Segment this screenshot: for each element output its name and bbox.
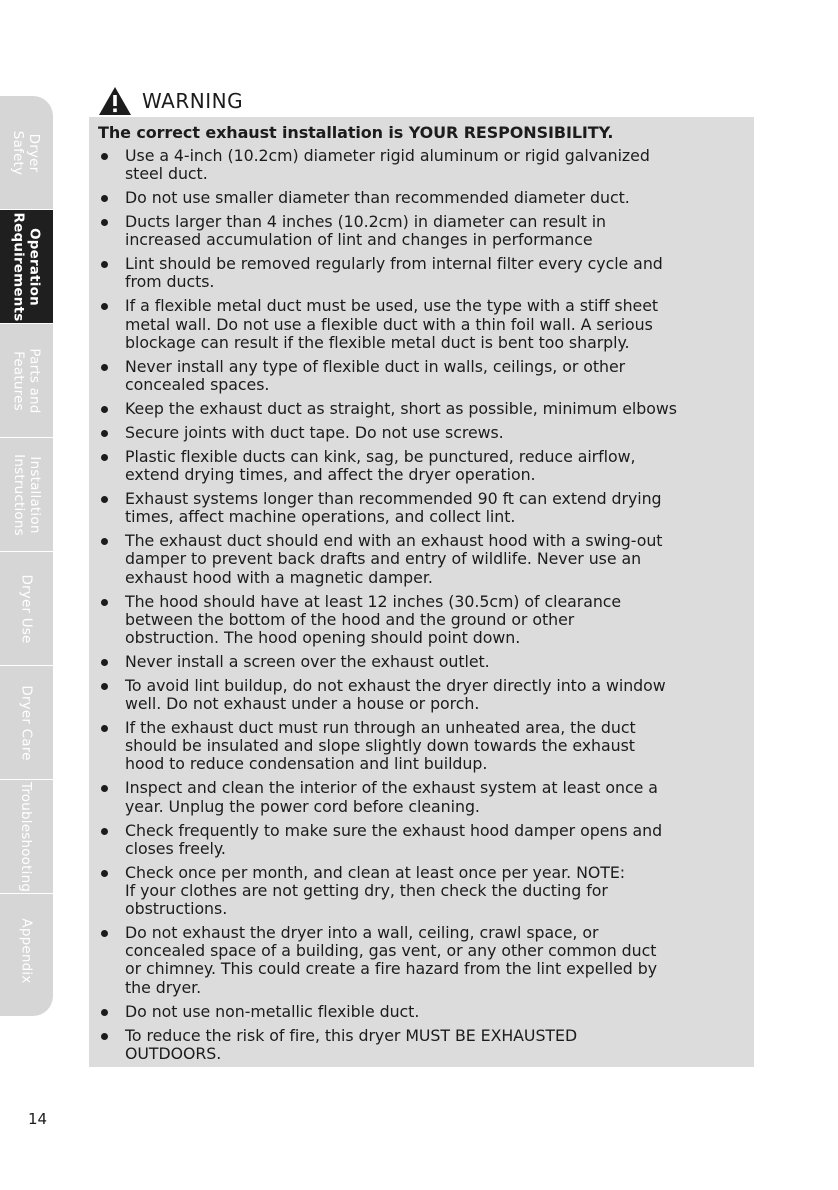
list-item — [99, 822, 747, 858]
tab-parts-and-features[interactable] — [0, 324, 53, 438]
tab-dryer-safety[interactable] — [0, 96, 53, 210]
list-item — [99, 358, 747, 394]
tab-installation-instructions[interactable] — [0, 438, 53, 552]
tab-label: Operation Requirements — [10, 212, 43, 321]
bullet-icon — [101, 261, 108, 268]
list-item — [99, 779, 747, 815]
bullet-icon — [101, 659, 108, 666]
list-item-text: Lint should be removed regularly from internal filter every cycle and from ducts. — [125, 254, 663, 292]
warning-panel — [89, 117, 754, 1067]
warning-list — [99, 147, 747, 1069]
list-item-text: Exhaust systems longer than recommended 90 ft can extend drying times, affect machine operations, and collect lint. — [125, 489, 662, 527]
tab-label: Troubleshooting — [18, 781, 35, 892]
list-item-text: The exhaust duct should end with an exhaust hood with a swing-out damper to prevent back drafts and entry of wildlife. Never use an exhaust hood with a magnetic damper. — [125, 531, 663, 587]
list-item — [99, 297, 747, 352]
tab-appendix[interactable] — [0, 894, 53, 1008]
list-item-text: Check frequently to make sure the exhaust hood damper opens and closes freely. — [125, 820, 663, 858]
tab-troubleshooting[interactable] — [0, 780, 53, 894]
list-item — [99, 677, 747, 713]
list-item-text: Use a 4-inch (10.2cm) diameter rigid aluminum or rigid galvanized steel duct. — [125, 146, 650, 184]
list-item — [99, 147, 747, 183]
section-tabs — [0, 96, 53, 1016]
list-item-text: Check once per month, and clean at least once per year. NOTE: If your clothes are not getting dry, then check the ducting for obstructions. — [125, 862, 626, 919]
list-item-text: Inspect and clean the interior of the exhaust system at least once a year. Unplug the power cord before cleaning. — [125, 778, 658, 816]
warning-triangle-icon — [98, 86, 132, 116]
bullet-icon — [101, 930, 108, 937]
list-item-text: To reduce the risk of fire, this dryer MUST BE EXHAUSTED OUTDOORS. — [125, 1025, 578, 1063]
tab-label: Dryer Safety — [10, 130, 43, 175]
bullet-icon — [101, 430, 108, 437]
list-item-text: Never install any type of flexible duct in walls, ceilings, or other concealed spaces. — [125, 356, 626, 394]
list-item-text: The hood should have at least 12 inches (30.5cm) of clearance between the bottom of the hood and the ground or other obstruction. The hood opening should point down. — [125, 591, 622, 647]
list-item-text: Plastic flexible ducts can kink, sag, be punctured, reduce airflow, extend drying times, and affect the dryer operation. — [125, 446, 636, 485]
tab-label: Dryer Use — [18, 573, 35, 644]
bullet-icon — [101, 406, 108, 413]
list-item — [99, 448, 747, 484]
bullet-icon — [101, 725, 108, 732]
tab-label: Installation Instructions — [10, 453, 43, 536]
list-item — [99, 593, 747, 648]
bullet-icon — [101, 454, 108, 461]
list-item — [99, 400, 747, 418]
warning-header — [98, 86, 243, 116]
list-item — [99, 653, 747, 671]
bullet-icon — [101, 828, 108, 835]
tab-dryer-care[interactable] — [0, 666, 53, 780]
tab-dryer-use[interactable] — [0, 552, 53, 666]
bullet-icon — [101, 219, 108, 226]
bullet-icon — [101, 538, 108, 545]
list-item — [99, 213, 747, 249]
bullet-icon — [101, 1009, 108, 1016]
bullet-icon — [101, 496, 108, 503]
bullet-icon — [101, 599, 108, 606]
bullet-icon — [101, 303, 108, 310]
bullet-icon — [101, 683, 108, 690]
list-item-text: To avoid lint buildup, do not exhaust the dryer directly into a window well. Do not exhaust under a house or porch. — [125, 675, 666, 714]
list-item-text: Do not use smaller diameter than recommended diameter duct. — [125, 188, 630, 208]
page-number: 14 — [28, 1110, 48, 1128]
tab-operation-requirements[interactable] — [0, 210, 53, 324]
list-item-text: Do not exhaust the dryer into a wall, ceiling, crawl space, or concealed space of a building, gas vent, or any other common duct or chimney. This could create a fire hazard from the lint expelled by the dryer. — [125, 923, 658, 997]
warning-headline: The correct exhaust installation is YOUR RESPONSIBILITY. — [98, 123, 614, 142]
list-item — [99, 255, 747, 291]
bullet-icon — [101, 870, 108, 877]
list-item-text: Ducts larger than 4 inches (10.2cm) in diameter can result in increased accumulation of lint and changes in performance — [125, 212, 607, 250]
bullet-icon — [101, 785, 108, 792]
tab-label: Appendix — [18, 918, 35, 984]
bullet-icon — [101, 1033, 108, 1040]
list-item — [99, 189, 747, 207]
tab-label: Parts and Features — [10, 347, 43, 414]
bullet-icon — [101, 153, 108, 160]
list-item — [99, 719, 747, 774]
list-item-text: If the exhaust duct must run through an unheated area, the duct should be insulated and slope slightly down towards the exhaust hood to reduce condensation and lint buildup. — [125, 717, 636, 774]
list-item — [99, 532, 747, 587]
list-item — [99, 1003, 747, 1021]
warning-title: WARNING — [142, 89, 244, 113]
bullet-icon — [101, 195, 108, 202]
list-item-text: Do not use non-metallic flexible duct. — [125, 1001, 420, 1021]
list-item — [99, 1027, 747, 1063]
list-item — [99, 924, 747, 997]
tab-label: Dryer Care — [18, 684, 35, 761]
list-item-text: Keep the exhaust duct as straight, short as possible, minimum elbows — [125, 398, 677, 418]
list-item-text: Never install a screen over the exhaust outlet. — [125, 651, 490, 671]
list-item-text: If a flexible metal duct must be used, use the type with a stiff sheet metal wall. Do not use a flexible duct with a thin foil wall. A serious blockage can result if the flexible metal duct is bent too sharply. — [125, 296, 659, 352]
bullet-icon — [101, 364, 108, 371]
list-item — [99, 490, 747, 526]
list-item-text: Secure joints with duct tape. Do not use screws. — [125, 422, 504, 442]
list-item — [99, 864, 747, 919]
list-item — [99, 424, 747, 442]
